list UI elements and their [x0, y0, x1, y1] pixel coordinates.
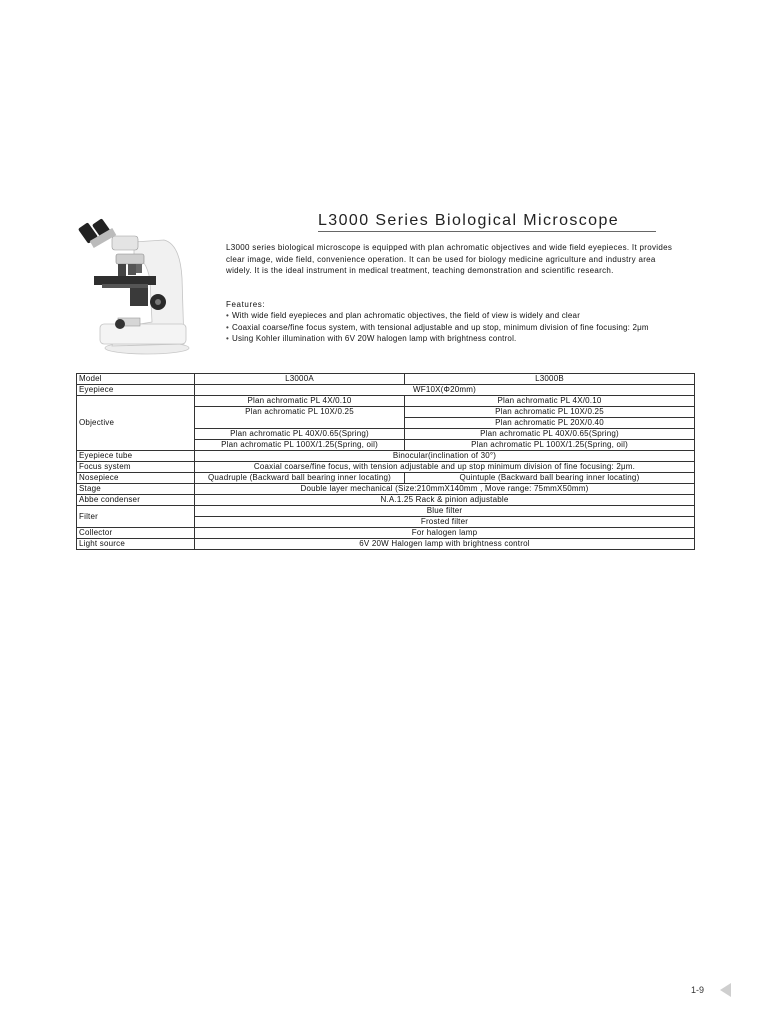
- table-row: [77, 385, 695, 396]
- bullet-icon: •: [226, 334, 230, 343]
- table-row: [77, 374, 695, 385]
- feature-item: • Coaxial coarse/fine focus system, with tensional adjustable and up stop, minimum division of fine focusing: 2μm: [226, 322, 649, 332]
- model-b: L3000B: [405, 374, 695, 385]
- feature-item: • With wide field eyepieces and plan achromatic objectives, the field of view is widely and clear: [226, 311, 581, 320]
- filter-value: Frosted filter: [195, 517, 695, 528]
- table-row: [77, 539, 695, 550]
- row-label-eyepiece-tube: Eyepiece tube: [77, 451, 195, 462]
- bullet-icon: •: [226, 311, 230, 320]
- abbe-condenser-value: N.A.1.25 Rack & pinion adjustable: [195, 495, 695, 506]
- row-label-nosepiece: Nosepiece: [77, 473, 195, 484]
- specifications-table: [76, 373, 695, 550]
- filter-value: Blue filter: [195, 506, 695, 517]
- eyepiece-value: WF10X(Φ20mm): [195, 385, 695, 396]
- table-row: [77, 396, 695, 407]
- objective-b: Plan achromatic PL 10X/0.25: [405, 407, 695, 418]
- eyepiece-tube-value: Binocular(inclination of 30°): [195, 451, 695, 462]
- objective-b: Plan achromatic PL 100X/1.25(Spring, oil): [405, 440, 695, 451]
- objective-b: Plan achromatic PL 20X/0.40: [405, 418, 695, 429]
- model-a: L3000A: [195, 374, 405, 385]
- objective-a: Plan achromatic PL 100X/1.25(Spring, oil): [195, 440, 405, 451]
- row-label-light-source: Light source: [77, 539, 195, 550]
- features-heading: Features:: [226, 300, 266, 309]
- page-number: 1-9: [691, 985, 705, 995]
- table-row: [77, 484, 695, 495]
- row-label-focus-system: Focus system: [77, 462, 195, 473]
- features-list: [226, 311, 676, 346]
- stage-value: Double layer mechanical (Size:210mmX140mm , Move range: 75mmX50mm): [195, 484, 695, 495]
- objective-b: Plan achromatic PL 4X/0.10: [405, 396, 695, 407]
- nosepiece-b: Quintuple (Backward ball bearing inner locating): [405, 473, 695, 484]
- focus-system-value: Coaxial coarse/fine focus, with tension adjustable and up stop minimum division of fine focusing: 2μm.: [195, 462, 695, 473]
- row-label-filter: Filter: [77, 506, 195, 528]
- row-label-eyepiece: Eyepiece: [77, 385, 195, 396]
- page-title: L3000 Series Biological Microscope: [318, 212, 656, 232]
- bullet-icon: •: [226, 322, 230, 332]
- objective-a: Plan achromatic PL 40X/0.65(Spring): [195, 429, 405, 440]
- row-label-objective: Objective: [77, 396, 195, 451]
- microscope-image: [72, 218, 196, 358]
- table-row: [77, 462, 695, 473]
- row-label-abbe-condenser: Abbe condenser: [77, 495, 195, 506]
- row-label-model: Model: [77, 374, 195, 385]
- table-row: [77, 506, 695, 517]
- collector-value: For halogen lamp: [195, 528, 695, 539]
- objective-b: Plan achromatic PL 40X/0.65(Spring): [405, 429, 695, 440]
- description: L3000 series biological microscope is equipped with plan achromatic objectives and wide field eyepieces. It provides clear image, wide field, convenience operation. It can be used for biology medicine agriculture and industry area widely. It is the ideal instrument in medical treatment, teaching demonstration and scientific research.: [226, 243, 673, 275]
- table-row: [77, 528, 695, 539]
- light-source-value: 6V 20W Halogen lamp with brightness control: [195, 539, 695, 550]
- feature-item: • Using Kohler illumination with 6V 20W halogen lamp with brightness control.: [226, 334, 517, 343]
- table-row: [77, 451, 695, 462]
- nosepiece-a: Quadruple (Backward ball bearing inner locating): [195, 473, 405, 484]
- row-label-collector: Collector: [77, 528, 195, 539]
- row-label-stage: Stage: [77, 484, 195, 495]
- objective-a: Plan achromatic PL 10X/0.25: [195, 407, 405, 429]
- table-row: [77, 495, 695, 506]
- page-corner-triangle-icon: [720, 983, 731, 997]
- table-row: [77, 473, 695, 484]
- objective-a: Plan achromatic PL 4X/0.10: [195, 396, 405, 407]
